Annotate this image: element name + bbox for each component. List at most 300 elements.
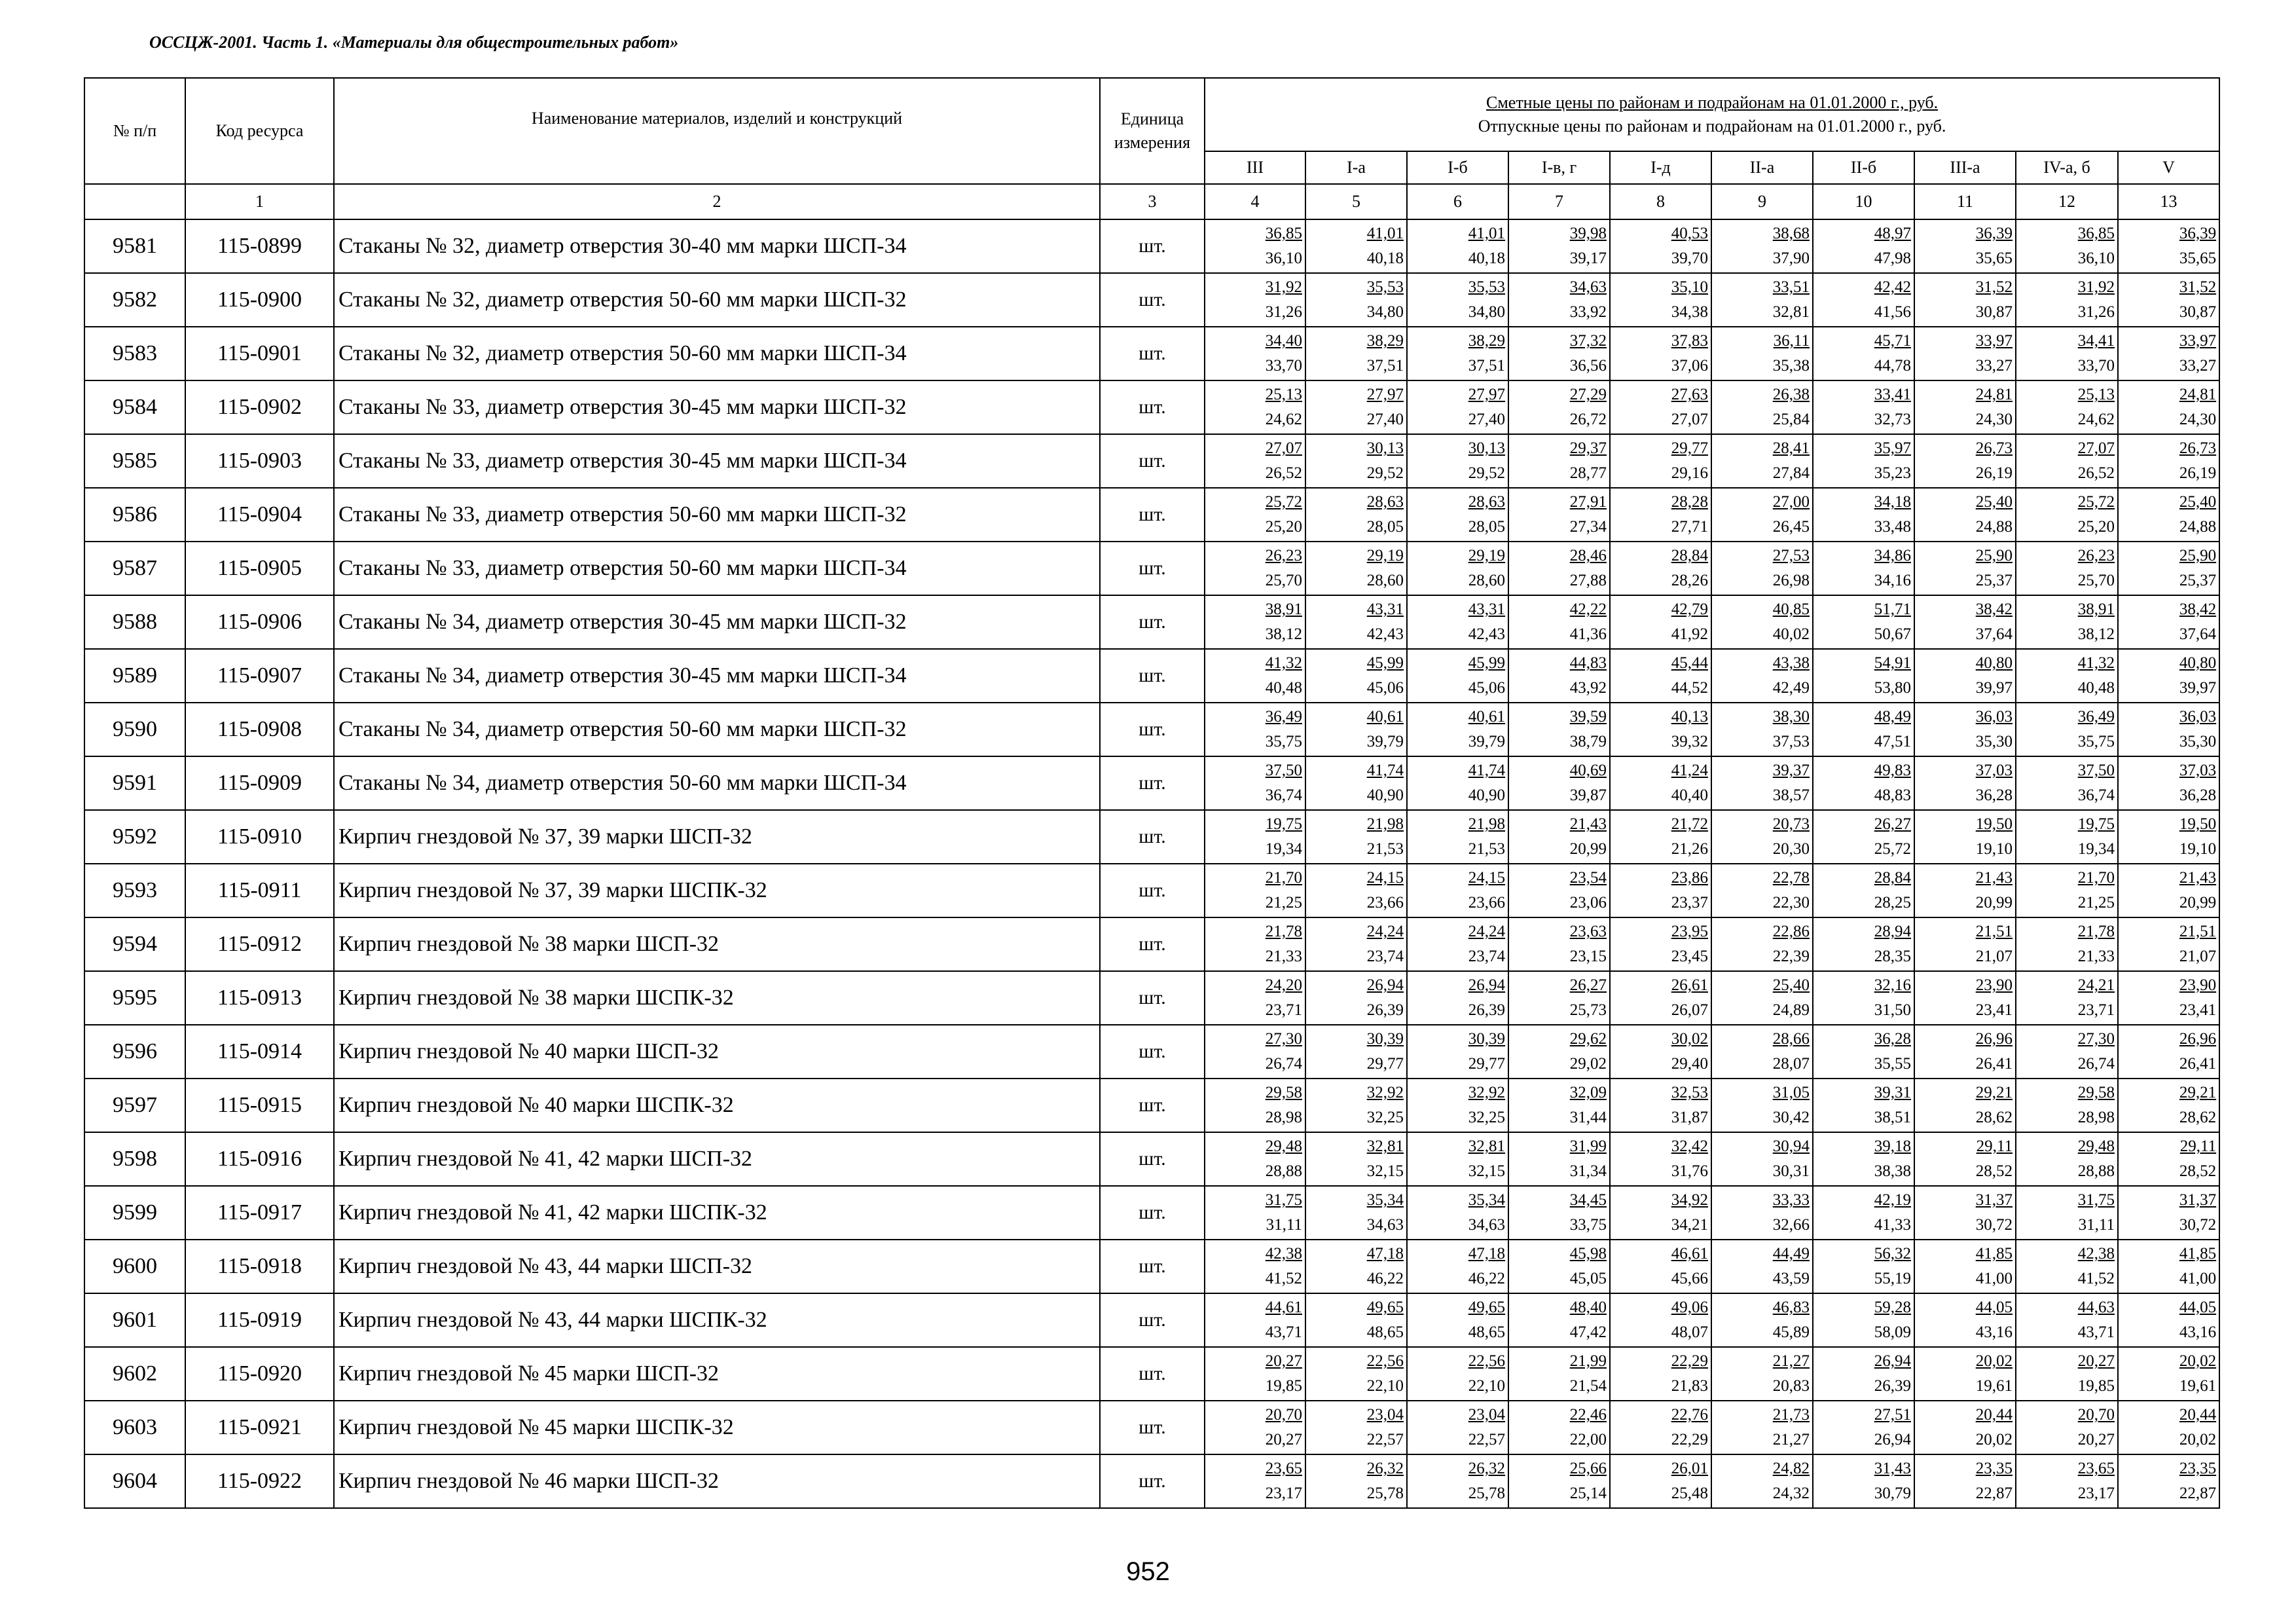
material-name: Стаканы № 33, диаметр отверстия 30-45 мм марки ШСП-32: [334, 380, 1100, 434]
price-cell: [1508, 917, 1610, 971]
price-cell: [1914, 542, 2016, 595]
resource-code: 115-0914: [185, 1025, 334, 1079]
estimate-price: 45,98: [1569, 1245, 1607, 1263]
release-price: 22,87: [1975, 1485, 2013, 1502]
release-price: 31,11: [2078, 1216, 2115, 1234]
release-price: 27,40: [1366, 411, 1404, 428]
price-cell: [1508, 1454, 1610, 1508]
estimate-price: 21,78: [2077, 923, 2115, 940]
page-number: 952: [1126, 1557, 1170, 1586]
price-cell: [1305, 1132, 1407, 1186]
estimate-price: 23,95: [1671, 923, 1708, 940]
release-price: 22,30: [1772, 894, 1810, 912]
price-cell: [1610, 1025, 1711, 1079]
release-price: 32,81: [1772, 303, 1810, 321]
release-price: 34,80: [1366, 303, 1404, 321]
material-name: Кирпич гнездовой № 40 марки ШСПК-32: [334, 1079, 1100, 1132]
price-cell: [1914, 1186, 2016, 1240]
price-cell: [1407, 595, 1508, 649]
price-cell: [1711, 971, 1813, 1025]
release-price: 26,74: [2077, 1055, 2115, 1073]
price-cell: [2118, 542, 2219, 595]
price-cell: [2118, 1401, 2219, 1454]
price-cell: [2118, 434, 2219, 488]
release-price: 43,71: [2077, 1323, 2115, 1341]
price-cell: [1711, 864, 1813, 917]
estimate-price: 20,70: [1265, 1406, 1302, 1424]
price-cell: [1914, 434, 2016, 488]
price-cell: [1508, 703, 1610, 756]
release-price: 19,34: [1265, 840, 1302, 858]
material-name: Стаканы № 33, диаметр отверстия 30-45 мм марки ШСП-34: [334, 434, 1100, 488]
release-price: 34,80: [1468, 303, 1505, 321]
price-cell: [2118, 1454, 2219, 1508]
release-price: 23,37: [1671, 894, 1708, 912]
price-cell: [2016, 1401, 2118, 1454]
region-header: II-а: [1711, 151, 1813, 184]
row-index: 9596: [84, 1025, 185, 1079]
price-cell: [1407, 1454, 1508, 1508]
price-cell: [1407, 756, 1508, 810]
estimate-price: 37,32: [1569, 332, 1607, 350]
release-price: 40,90: [1468, 786, 1505, 804]
estimate-price: 21,27: [1772, 1352, 1810, 1370]
price-cell: [1711, 1186, 1813, 1240]
estimate-price: 44,83: [1569, 654, 1607, 672]
release-price: 48,07: [1671, 1323, 1708, 1341]
estimate-price: 30,94: [1772, 1137, 1810, 1155]
release-price: 38,79: [1569, 733, 1607, 750]
estimate-price: 28,66: [1772, 1030, 1810, 1048]
release-price: 26,98: [1772, 572, 1810, 589]
header-prices-estimate: Сметные цены по районам и подрайонам на 01.01.2000 г., руб.: [1485, 93, 1939, 112]
estimate-price: 31,99: [1569, 1137, 1607, 1155]
estimate-price: 39,98: [1569, 225, 1607, 242]
unit-cell: шт.: [1100, 1186, 1205, 1240]
price-cell: [2016, 1132, 2118, 1186]
price-cell: [1914, 273, 2016, 327]
estimate-price: 32,92: [1366, 1084, 1404, 1101]
price-cell: [1407, 327, 1508, 380]
row-index: 9601: [84, 1293, 185, 1347]
release-price: 24,89: [1772, 1001, 1810, 1019]
price-cell: [2118, 1186, 2219, 1240]
release-price: 25,70: [1265, 572, 1302, 589]
release-price: 40,18: [1366, 249, 1404, 267]
estimate-price: 26,96: [1975, 1030, 2013, 1048]
estimate-price: 31,75: [2077, 1191, 2115, 1209]
price-cell: [1711, 542, 1813, 595]
release-price: 48,65: [1468, 1323, 1505, 1341]
estimate-price: 19,50: [2179, 815, 2217, 833]
release-price: 48,83: [1874, 786, 1911, 804]
resource-code: 115-0909: [185, 756, 334, 810]
estimate-price: 29,11: [2179, 1137, 2217, 1155]
price-cell: [1305, 1401, 1407, 1454]
price-cell: [1305, 219, 1407, 273]
table-row: [84, 219, 2219, 273]
release-price: 22,29: [1671, 1431, 1708, 1449]
estimate-price: 29,58: [2077, 1084, 2115, 1101]
region-header: I-в, г: [1508, 151, 1610, 184]
estimate-price: 26,01: [1671, 1460, 1708, 1477]
estimate-price: 31,05: [1772, 1084, 1810, 1101]
row-index: 9593: [84, 864, 185, 917]
release-price: 25,78: [1468, 1485, 1505, 1502]
estimate-price: 24,81: [1975, 386, 2013, 403]
column-number-row: [84, 184, 2219, 219]
release-price: 33,75: [1569, 1216, 1607, 1234]
price-cell: [1508, 1347, 1610, 1401]
price-cell: [1508, 1025, 1610, 1079]
estimate-price: 24,15: [1366, 869, 1404, 887]
document-header: ОССЦЖ-2001. Часть 1. «Материалы для общестроительных работ»: [149, 33, 679, 52]
price-cell: [1508, 488, 1610, 542]
price-cell: [2016, 434, 2118, 488]
price-cell: [2118, 649, 2219, 703]
release-price: 39,87: [1569, 786, 1607, 804]
release-price: 19,85: [1265, 1377, 1302, 1395]
release-price: 26,41: [1975, 1055, 2013, 1073]
estimate-price: 42,79: [1671, 600, 1708, 618]
estimate-price: 31,37: [1975, 1191, 2013, 1209]
estimate-price: 24,81: [2179, 386, 2217, 403]
release-price: 45,89: [1772, 1323, 1810, 1341]
release-price: 28,35: [1874, 948, 1911, 965]
release-price: 41,36: [1569, 625, 1607, 643]
price-cell: [2016, 273, 2118, 327]
release-price: 22,10: [1366, 1377, 1404, 1395]
row-index: 9586: [84, 488, 185, 542]
estimate-price: 25,40: [2179, 493, 2217, 511]
release-price: 37,64: [1975, 625, 2013, 643]
estimate-price: 46,83: [1772, 1299, 1810, 1316]
price-cell: [2118, 1240, 2219, 1293]
release-price: 35,23: [1874, 464, 1911, 482]
release-price: 37,06: [1671, 357, 1708, 375]
estimate-price: 45,71: [1874, 332, 1911, 350]
release-price: 24,30: [2179, 411, 2217, 428]
release-price: 32,25: [1468, 1109, 1505, 1126]
release-price: 39,79: [1468, 733, 1505, 750]
price-cell: [1407, 1293, 1508, 1347]
price-cell: [1711, 488, 1813, 542]
release-price: 30,87: [1975, 303, 2013, 321]
price-cell: [1813, 1025, 1914, 1079]
estimate-price: 36,28: [1874, 1030, 1911, 1048]
release-price: 40,18: [1468, 249, 1505, 267]
estimate-price: 48,40: [1569, 1299, 1607, 1316]
price-cell: [2016, 756, 2118, 810]
estimate-price: 27,97: [1366, 386, 1404, 403]
price-cell: [1610, 703, 1711, 756]
estimate-price: 32,92: [1468, 1084, 1505, 1101]
release-price: 40,02: [1772, 625, 1810, 643]
release-price: 42,43: [1468, 625, 1505, 643]
table-row: [84, 1401, 2219, 1454]
estimate-price: 39,31: [1874, 1084, 1911, 1101]
release-price: 38,12: [2077, 625, 2115, 643]
estimate-price: 19,50: [1975, 815, 2013, 833]
price-cell: [1205, 1293, 1305, 1347]
price-cell: [1305, 917, 1407, 971]
estimate-price: 21,43: [2179, 869, 2217, 887]
estimate-price: 31,92: [1265, 278, 1302, 296]
price-cell: [1711, 434, 1813, 488]
price-cell: [1205, 1186, 1305, 1240]
price-cell: [1610, 1347, 1711, 1401]
unit-cell: шт.: [1100, 488, 1205, 542]
price-cell: [1610, 1401, 1711, 1454]
release-price: 41,00: [2179, 1270, 2217, 1287]
material-name: Кирпич гнездовой № 45 марки ШСПК-32: [334, 1401, 1100, 1454]
estimate-price: 28,41: [1772, 439, 1810, 457]
release-price: 20,99: [1975, 894, 2013, 912]
release-price: 26,07: [1671, 1001, 1708, 1019]
release-price: 20,83: [1772, 1377, 1810, 1395]
release-price: 36,10: [2077, 249, 2115, 267]
release-price: 26,39: [1468, 1001, 1505, 1019]
estimate-price: 26,32: [1468, 1460, 1505, 1477]
table-row: [84, 971, 2219, 1025]
estimate-price: 38,91: [2077, 600, 2115, 618]
release-price: 28,60: [1366, 572, 1404, 589]
price-cell: [1508, 1293, 1610, 1347]
release-price: 25,78: [1366, 1485, 1404, 1502]
release-price: 25,72: [1874, 840, 1911, 858]
release-price: 25,73: [1569, 1001, 1607, 1019]
material-name: Кирпич гнездовой № 45 марки ШСП-32: [334, 1347, 1100, 1401]
estimate-price: 44,61: [1265, 1299, 1302, 1316]
region-header: V: [2118, 151, 2219, 184]
estimate-price: 25,40: [1772, 976, 1810, 994]
estimate-price: 23,86: [1671, 869, 1708, 887]
region-header: II-б: [1813, 151, 1914, 184]
price-cell: [1205, 1132, 1305, 1186]
header-prices-title: [1205, 78, 2219, 151]
estimate-price: 40,80: [1975, 654, 2013, 672]
price-cell: [1205, 1079, 1305, 1132]
release-price: 25,37: [2179, 572, 2217, 589]
price-cell: [1914, 1293, 2016, 1347]
price-cell: [1508, 1240, 1610, 1293]
estimate-price: 36,49: [1265, 708, 1302, 726]
release-price: 43,16: [1975, 1323, 2013, 1341]
estimate-price: 20,02: [1975, 1352, 2013, 1370]
estimate-price: 22,76: [1671, 1406, 1708, 1424]
row-index: 9588: [84, 595, 185, 649]
price-cell: [1610, 1079, 1711, 1132]
estimate-price: 40,61: [1468, 708, 1505, 726]
estimate-price: 36,03: [1975, 708, 2013, 726]
release-price: 41,52: [2077, 1270, 2115, 1287]
price-cell: [2118, 219, 2219, 273]
price-cell: [1610, 380, 1711, 434]
price-cell: [1610, 971, 1711, 1025]
price-cell: [1813, 1401, 1914, 1454]
price-cell: [2016, 1025, 2118, 1079]
estimate-price: 41,85: [2179, 1245, 2217, 1263]
unit-cell: шт.: [1100, 649, 1205, 703]
estimate-price: 19,75: [2077, 815, 2115, 833]
price-cell: [1711, 810, 1813, 864]
release-price: 23,71: [2077, 1001, 2115, 1019]
estimate-price: 26,96: [2179, 1030, 2217, 1048]
estimate-price: 24,82: [1772, 1460, 1810, 1477]
release-price: 31,11: [1266, 1216, 1302, 1234]
price-cell: [1914, 1347, 2016, 1401]
release-price: 23,17: [2077, 1485, 2115, 1502]
release-price: 25,48: [1671, 1485, 1708, 1502]
estimate-price: 29,48: [1265, 1137, 1302, 1155]
price-cell: [1407, 219, 1508, 273]
estimate-price: 42,38: [2077, 1245, 2115, 1263]
price-cell: [2016, 488, 2118, 542]
estimate-price: 30,02: [1671, 1030, 1708, 1048]
price-cell: [1813, 756, 1914, 810]
release-price: 35,30: [1975, 733, 2013, 750]
release-price: 20,99: [2179, 894, 2217, 912]
estimate-price: 37,50: [1265, 762, 1302, 779]
release-price: 26,94: [1874, 1431, 1911, 1449]
price-cell: [2016, 649, 2118, 703]
price-cell: [2016, 219, 2118, 273]
release-price: 35,65: [2179, 249, 2217, 267]
price-cell: [1813, 1240, 1914, 1293]
release-price: 36,28: [2179, 786, 2217, 804]
release-price: 24,30: [1975, 411, 2013, 428]
table-row: [84, 273, 2219, 327]
estimate-price: 38,42: [2179, 600, 2217, 618]
release-price: 27,34: [1569, 518, 1607, 536]
release-price: 44,78: [1874, 357, 1911, 375]
release-price: 22,10: [1468, 1377, 1505, 1395]
table-row: [84, 595, 2219, 649]
release-price: 23,06: [1569, 894, 1607, 912]
release-price: 40,48: [2077, 679, 2115, 697]
release-price: 45,66: [1671, 1270, 1708, 1287]
row-index: 9582: [84, 273, 185, 327]
price-cell: [2118, 595, 2219, 649]
release-price: 32,66: [1772, 1216, 1810, 1234]
price-cell: [1813, 1347, 1914, 1401]
material-name: Кирпич гнездовой № 43, 44 марки ШСП-32: [334, 1240, 1100, 1293]
price-cell: [1305, 327, 1407, 380]
estimate-price: 28,46: [1569, 547, 1607, 564]
estimate-price: 36,85: [1265, 225, 1302, 242]
estimate-price: 28,28: [1671, 493, 1708, 511]
release-price: 28,05: [1468, 518, 1505, 536]
price-cell: [1813, 917, 1914, 971]
price-cell: [1508, 810, 1610, 864]
release-price: 21,26: [1671, 840, 1708, 858]
column-number: 1: [185, 184, 334, 219]
estimate-price: 36,85: [2077, 225, 2115, 242]
region-header: III: [1205, 151, 1305, 184]
release-price: 26,19: [1975, 464, 2013, 482]
price-cell: [1508, 1186, 1610, 1240]
release-price: 40,90: [1366, 786, 1404, 804]
estimate-price: 29,37: [1569, 439, 1607, 457]
release-price: 28,62: [1975, 1109, 2013, 1126]
release-price: 36,10: [1265, 249, 1302, 267]
price-cell: [1813, 380, 1914, 434]
release-price: 20,27: [1265, 1431, 1302, 1449]
price-cell: [1610, 1240, 1711, 1293]
release-price: 39,97: [2179, 679, 2217, 697]
price-cell: [1610, 273, 1711, 327]
estimate-price: 45,99: [1468, 654, 1505, 672]
price-cell: [1205, 971, 1305, 1025]
resource-code: 115-0907: [185, 649, 334, 703]
estimate-price: 23,65: [1265, 1460, 1302, 1477]
unit-cell: шт.: [1100, 864, 1205, 917]
row-index: 9587: [84, 542, 185, 595]
release-price: 39,70: [1671, 249, 1708, 267]
table-row: [84, 1132, 2219, 1186]
price-cell: [2118, 1025, 2219, 1079]
column-number: 12: [2016, 184, 2118, 219]
estimate-price: 27,30: [1265, 1030, 1302, 1048]
price-cell: [1508, 380, 1610, 434]
release-price: 23,66: [1468, 894, 1505, 912]
price-cell: [1508, 971, 1610, 1025]
release-price: 36,74: [1265, 786, 1302, 804]
estimate-price: 23,90: [2179, 976, 2217, 994]
price-cell: [1610, 1454, 1711, 1508]
price-cell: [1813, 649, 1914, 703]
release-price: 22,57: [1366, 1431, 1404, 1449]
material-name: Кирпич гнездовой № 37, 39 марки ШСПК-32: [334, 864, 1100, 917]
release-price: 28,07: [1772, 1055, 1810, 1073]
material-name: Стаканы № 32, диаметр отверстия 30-40 мм марки ШСП-34: [334, 219, 1100, 273]
price-cell: [1305, 595, 1407, 649]
price-cell: [2016, 810, 2118, 864]
estimate-price: 27,30: [2077, 1030, 2115, 1048]
estimate-price: 37,03: [1975, 762, 2013, 779]
price-cell: [1711, 595, 1813, 649]
table-body: [84, 219, 2219, 1508]
estimate-price: 56,32: [1874, 1245, 1911, 1263]
resource-code: 115-0908: [185, 703, 334, 756]
estimate-price: 33,97: [2179, 332, 2217, 350]
estimate-price: 33,41: [1874, 386, 1911, 403]
release-price: 48,65: [1366, 1323, 1404, 1341]
price-cell: [2118, 810, 2219, 864]
release-price: 33,70: [1265, 357, 1302, 375]
estimate-price: 22,78: [1772, 869, 1810, 887]
region-header: I-а: [1305, 151, 1407, 184]
estimate-price: 45,44: [1671, 654, 1708, 672]
price-cell: [2016, 595, 2118, 649]
release-price: 21,33: [1265, 948, 1302, 965]
price-cell: [2118, 971, 2219, 1025]
price-cell: [1305, 1079, 1407, 1132]
estimate-price: 35,53: [1468, 278, 1505, 296]
table-row: [84, 327, 2219, 380]
price-cell: [2118, 1132, 2219, 1186]
price-cell: [1813, 488, 1914, 542]
release-price: 21,07: [2179, 948, 2217, 965]
estimate-price: 43,31: [1468, 600, 1505, 618]
estimate-price: 21,78: [1265, 923, 1302, 940]
resource-code: 115-0920: [185, 1347, 334, 1401]
table-row: [84, 1079, 2219, 1132]
table-row: [84, 917, 2219, 971]
release-price: 25,37: [1975, 572, 2013, 589]
release-price: 20,30: [1772, 840, 1810, 858]
row-index: 9598: [84, 1132, 185, 1186]
